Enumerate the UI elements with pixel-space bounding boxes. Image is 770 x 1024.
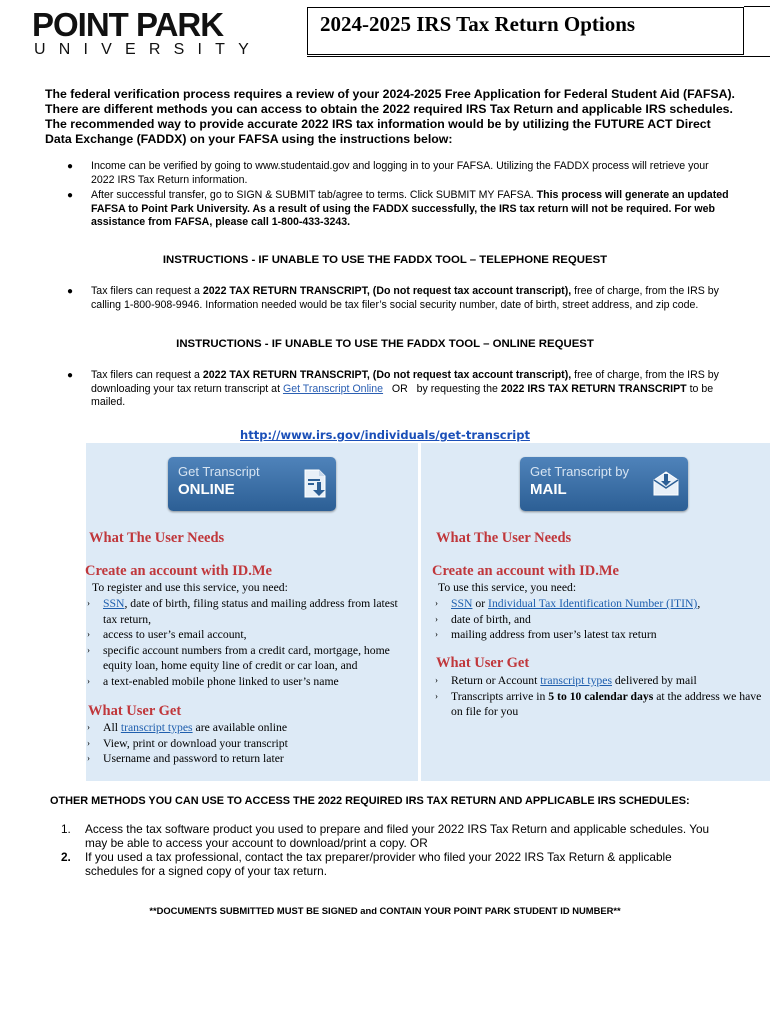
text-run: free of charge, from the IRS by calling 1-800-908-9946. Information needed would be tax filer’s social security number, date of birth, street address, and zip code. [91, 285, 719, 311]
logo-subtitle: UNIVERSITY [34, 41, 263, 58]
list-item: › date of birth, and [451, 612, 766, 628]
title-box [307, 7, 744, 55]
get-transcript-online-link[interactable]: Get Transcript Online [282, 382, 384, 395]
title-topline [744, 6, 770, 7]
list-item: › mailing address from user’s latest tax return [451, 627, 766, 643]
button-line2: MAIL [530, 481, 567, 498]
list-item: › View, print or download your transcript [103, 736, 403, 752]
irs-transcript-url-link[interactable]: http://www.irs.gov/individuals/get-transcript [240, 428, 530, 442]
right-get-list [451, 673, 766, 720]
right-create-heading: Create an account with ID.Me [432, 563, 619, 579]
page-title: 2024-2025 IRS Tax Return Options [320, 12, 636, 36]
text-run: free of charge, from the IRS by downloading your tax return transcript at [91, 369, 719, 395]
text-run: or [472, 597, 489, 610]
bullet-text: Income can be verified by going to www.studentaid.gov and logging in to your FAFSA. Utilizing the FADDX process will retrieve your 2022 IRS Tax Return information. [91, 160, 709, 186]
right-needs-heading: What The User Needs [436, 530, 572, 546]
list-item [451, 596, 766, 612]
list-item: › access to user’s email account, [103, 627, 413, 643]
left-intro: To register and use this service, you need: [92, 581, 288, 594]
text-run: Tax filers can request a [91, 369, 203, 381]
list-item [61, 822, 725, 850]
bullet-icon: ● [67, 370, 74, 381]
text-run-bold: 2022 TAX RETURN TRANSCRIPT, (Do not request tax account transcript), [202, 369, 572, 381]
text-run: to be mailed. [91, 382, 714, 409]
bullet-text: After successful transfer, go to SIGN & SUBMIT tab/agree to terms. Click SUBMIT MY FAFSA. [91, 189, 537, 202]
list-number: 2. [61, 850, 71, 864]
list-item: › Username and password to return later [103, 751, 403, 767]
text-run: , date of birth, filing status and mailing address from latest tax return, [103, 597, 398, 626]
online-instructions [67, 369, 721, 410]
faddx-bullet-list [67, 160, 731, 230]
online-heading: INSTRUCTIONS - IF UNABLE TO USE THE FADDX TOOL – ONLINE REQUEST [176, 338, 594, 350]
logo-wordmark: POINT PARK [32, 6, 224, 43]
list-item [103, 596, 413, 627]
list-item [103, 720, 403, 736]
list-text: Access the tax software product you used to prepare and filed your 2022 IRS Tax Return and applicable schedules. You may be able to access your account to download/print a copy. OR [85, 822, 710, 850]
list-item [67, 369, 721, 410]
text-run: are available online [192, 721, 288, 734]
bullet-icon: ● [67, 190, 74, 202]
text-run: , [697, 597, 701, 610]
transcript-types-link[interactable]: transcript types [540, 674, 612, 687]
telephone-heading: INSTRUCTIONS - IF UNABLE TO USE THE FADDX TOOL – TELEPHONE REQUEST [162, 254, 608, 266]
itin-link[interactable]: Individual Tax Identification Number (ITIN) [488, 597, 698, 610]
text-run: All [103, 721, 121, 734]
button-line1: Get Transcript [178, 464, 260, 479]
title-underline [307, 56, 770, 57]
button-line1: Get Transcript by [530, 464, 629, 479]
left-needs-list [103, 596, 413, 690]
list-text: If you used a tax professional, contact the tax preparer/provider who filed your 2022 IRS Tax Return & applicable schedules for a signed copy of your tax return. [85, 850, 672, 878]
list-item [67, 189, 731, 230]
text-run: delivered by mail [612, 674, 697, 687]
footnote: **DOCUMENTS SUBMITTED MUST BE SIGNED and CONTAIN YOUR POINT PARK STUDENT ID NUMBER** [149, 905, 621, 916]
left-get-heading: What User Get [88, 703, 182, 719]
text-run-bold: 2022 TAX RETURN TRANSCRIPT, (Do not request tax account transcript), [202, 285, 572, 297]
get-transcript-online-button[interactable] [168, 457, 336, 511]
ssn-link[interactable]: SSN [451, 597, 473, 610]
list-item [451, 689, 766, 720]
telephone-instructions [67, 285, 721, 312]
document-download-icon [302, 469, 328, 499]
text-run: Return or Account [451, 674, 541, 687]
text-run: Transcripts arrive in [451, 689, 549, 703]
bullet-bold-text: This process will generate an updated FAFSA to Point Park University. As a result of using the FADDX successfully, the IRS tax return will not be required. For web assistance from FAFSA, please call 1-800-433-3243. [91, 189, 729, 229]
transcript-types-link[interactable]: transcript types [120, 721, 193, 734]
list-item: › specific account numbers from a credit card, mortgage, home equity loan, home equity line of credit or car loan, and [103, 643, 413, 674]
mail-option-panel [421, 443, 770, 781]
text-run: OR by requesting the [383, 382, 501, 395]
other-methods-list [61, 822, 725, 878]
list-item [67, 285, 721, 312]
button-line2: ONLINE [178, 481, 235, 498]
right-get-heading: What User Get [436, 655, 530, 671]
bullet-icon: ● [67, 286, 74, 297]
left-create-heading: Create an account with ID.Me [85, 563, 272, 579]
text-run-bold: 5 to 10 calendar days [548, 689, 654, 703]
list-item [67, 160, 731, 187]
bullet-icon: ● [67, 161, 74, 172]
text-run: Tax filers can request a [91, 285, 203, 297]
list-item [61, 850, 725, 878]
online-option-panel [86, 443, 418, 781]
right-intro: To use this service, you need: [438, 581, 577, 594]
list-item [451, 673, 766, 689]
left-needs-heading: What The User Needs [89, 530, 225, 546]
intro-paragraph: The federal verification process requires a review of your 2024-2025 Free Application for Federal Student Aid (FAFSA). There are different methods you can access to obtain the 2022 required IRS Tax Return and applicable IRS schedules. The recommended way to provide accurate 2022 IRS tax information would be by utilizing the FUTURE ACT Direct Data Exchange (FADDX) on your FAFSA using the instructions below: [45, 87, 735, 146]
mail-download-icon [652, 469, 680, 497]
right-needs-list [451, 596, 766, 643]
list-number: 1. [61, 822, 71, 836]
ssn-link[interactable]: SSN [103, 597, 125, 610]
other-methods-heading: OTHER METHODS YOU CAN USE TO ACCESS THE 2022 REQUIRED IRS TAX RETURN AND APPLICABLE IRS SCHEDULES: [50, 795, 690, 807]
left-get-list [103, 720, 403, 767]
text-run: at the address we have on file for you [451, 689, 762, 719]
get-transcript-mail-button[interactable] [520, 457, 688, 511]
text-run-bold: 2022 IRS TAX RETURN TRANSCRIPT [500, 382, 687, 395]
list-item: › a text-enabled mobile phone linked to user’s name [103, 674, 413, 690]
